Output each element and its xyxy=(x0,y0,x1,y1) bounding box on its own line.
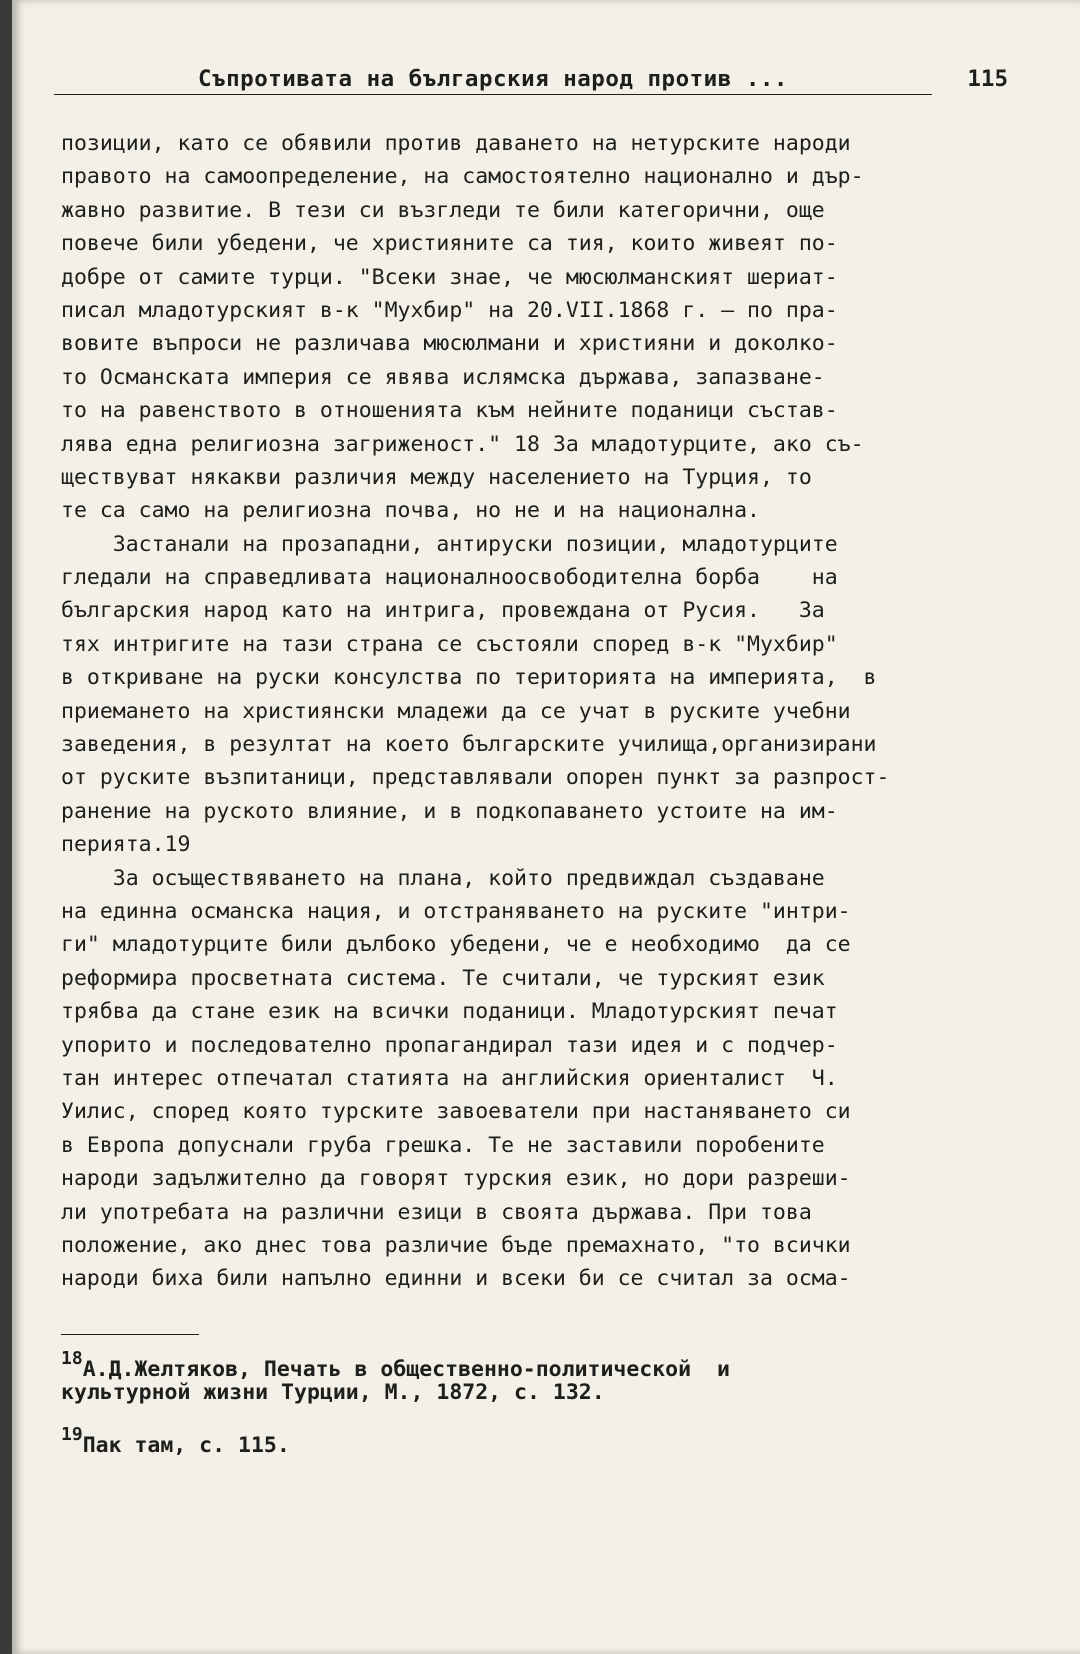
body-line: българския народ като на интрига, провеждана от Русия. За xyxy=(61,598,825,624)
running-header xyxy=(54,62,1012,98)
body-line: ществуват някакви различия между населението на Турция, то xyxy=(61,464,812,490)
body-line: ли употребата на различни езици в своята държава. При това xyxy=(61,1199,812,1225)
body-line: лява една религиозна загриженост." 18 За младотурците, ако съ- xyxy=(61,431,864,457)
body-line: добре от самите турци. "Всеки знае, че мюсюлманският шериат- xyxy=(61,264,838,290)
body-line: в Европа допуснали груба грешка. Те не заставили поробените xyxy=(61,1132,825,1158)
body-line: то на равенството в отношенията към нейните поданици състав- xyxy=(61,398,838,424)
body-line: писал младотурският в-к "Мухбир" на 20.VII.1868 г. — по пра- xyxy=(61,297,838,323)
document-page xyxy=(12,0,1080,1654)
footnotes xyxy=(61,1342,1021,1458)
body-line: жавно развитие. В тези си възгледи те били категорични, още xyxy=(61,197,825,223)
body-line: те са само на религиозна почва, но не и на национална. xyxy=(61,498,760,524)
body-line: ги" младотурците били дълбоко убедени, че е необходимо да се xyxy=(61,932,851,958)
header-rule xyxy=(54,94,932,95)
footnote-19 xyxy=(61,1418,1021,1458)
footnote-18-continuation: культурной жизни Турции, М., 1872, с. 132. xyxy=(61,1380,605,1405)
body-line: упорито и последователно пропагандирал тази идея и с подчер- xyxy=(61,1032,838,1058)
body-line: реформира просветната система. Те считали, че турският език xyxy=(61,965,825,991)
body-line: перията.19 xyxy=(61,832,191,858)
body-line: правото на самоопределение, на самостоятелно национално и дър- xyxy=(61,164,864,190)
body-line: то Османската империя се явява ислямска държава, запазване- xyxy=(61,364,825,390)
body-line: народи задължително да говорят турския език, но дори разреши- xyxy=(61,1166,851,1192)
footnote-18 xyxy=(61,1342,1021,1382)
body-text xyxy=(61,127,1016,1296)
body-line: Застанали на прозападни, антируски позиции, младотурците xyxy=(61,531,838,557)
body-line: от руските възпитаници, представлявали опорен пункт за разпрост- xyxy=(61,765,890,791)
footnote-number: 19 xyxy=(61,1424,83,1445)
body-line: народи биха били напълно единни и всеки би се считал за осма- xyxy=(61,1266,851,1292)
body-line: Уилис, според която турските завоеватели при настаняването си xyxy=(61,1099,851,1125)
body-line: За осъществяването на плана, който предвиждал създаване xyxy=(61,865,825,891)
footnote-number: 18 xyxy=(61,1348,83,1369)
body-line: приемането на християнски младежи да се учат в руските учебни xyxy=(61,698,851,724)
running-title: Съпротивата на българския народ против ... xyxy=(198,66,788,92)
footnote-rule xyxy=(61,1334,199,1335)
body-line: на единна османска нация, и отстраняването на руските "интри- xyxy=(61,898,851,924)
body-line: трябва да стане език на всички поданици. Младотурският печат xyxy=(61,999,838,1025)
body-line: в откриване на руски консулства по територията на империята, в xyxy=(61,665,877,691)
footnote-text: Пак там, с. 115. xyxy=(82,1433,290,1458)
body-line: гледали на справедливата националноосвободителна борба на xyxy=(61,565,838,591)
body-line: вовите въпроси не различава мюсюлмани и християни и доколко- xyxy=(61,331,838,357)
body-line: ранение на руското влияние, и в подкопаването устоите на им- xyxy=(61,798,838,824)
body-line: позиции, като се обявили против даването на нетурските народи xyxy=(61,131,851,156)
page-number: 115 xyxy=(967,66,1008,92)
footnote-text: А.Д.Желтяков, Печать в общественно-политической и xyxy=(82,1357,730,1382)
body-line: положение, ако днес това различие бъде премахнато, "то всички xyxy=(61,1232,851,1258)
body-line: тях интригите на тази страна се състояли според в-к "Мухбир" xyxy=(61,631,838,657)
body-line: заведения, в резултат на което българските училища,организирани xyxy=(61,732,877,758)
body-line: тан интерес отпечатал статията на английския ориенталист Ч. xyxy=(61,1065,838,1091)
body-line: повече били убедени, че християните са тия, които живеят по- xyxy=(61,231,838,257)
